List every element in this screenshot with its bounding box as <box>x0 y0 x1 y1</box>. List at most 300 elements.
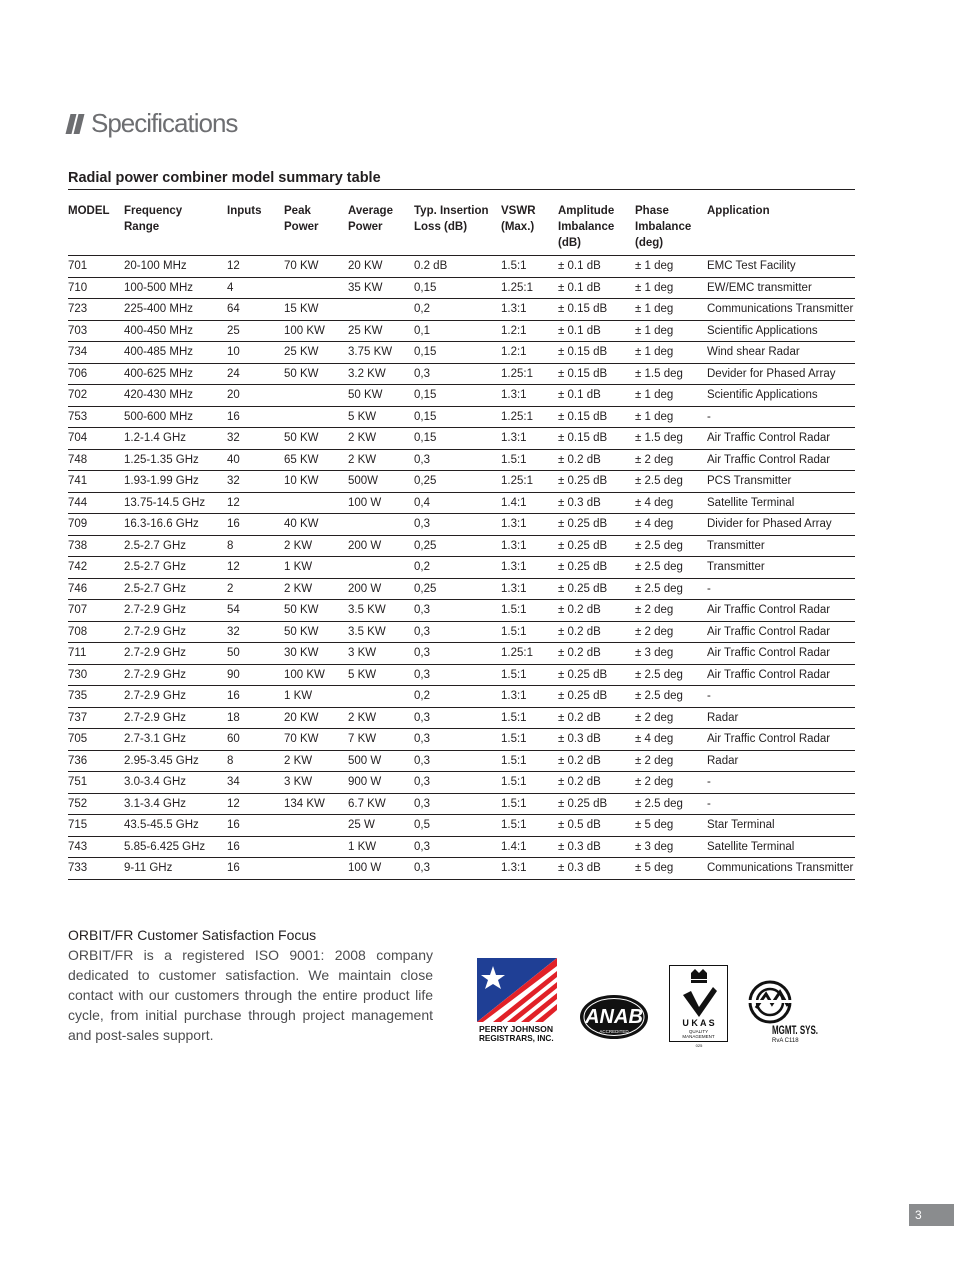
column-header-line: (Max.) <box>501 221 535 233</box>
table-cell: ± 2.5 deg <box>635 686 707 708</box>
table-header-row <box>68 201 855 256</box>
table-cell: ± 0.2 dB <box>558 449 635 471</box>
table-cell: 0,3 <box>414 729 501 751</box>
table-cell: ± 0.2 dB <box>558 643 635 665</box>
spec-table <box>68 201 855 880</box>
table-cell: ± 0.3 dB <box>558 858 635 880</box>
pj-line1: PERRY JOHNSON <box>479 1024 554 1034</box>
table-cell: 500W <box>348 471 414 493</box>
table-cell: 736 <box>68 750 124 772</box>
table-cell: ± 1 deg <box>635 277 707 299</box>
table-cell: ± 2.5 deg <box>635 664 707 686</box>
table-cell: 32 <box>227 428 284 450</box>
table-cell <box>284 492 348 514</box>
table-row <box>68 858 855 880</box>
table-cell: 741 <box>68 471 124 493</box>
table-cell: 3.5 KW <box>348 600 414 622</box>
rva-mark: MGMT. SYS. <box>772 1023 818 1037</box>
table-cell: 0,3 <box>414 363 501 385</box>
column-header-line: (deg) <box>635 237 664 249</box>
table-cell: 4 <box>227 277 284 299</box>
table-cell: ± 4 deg <box>635 492 707 514</box>
table-row <box>68 664 855 686</box>
table-cell: 1.3:1 <box>501 428 558 450</box>
table-cell: ± 0.25 dB <box>558 578 635 600</box>
table-cell: 1.25-1.35 GHz <box>124 449 227 471</box>
table-row <box>68 707 855 729</box>
table-cell: 734 <box>68 342 124 364</box>
table-cell: 25 KW <box>348 320 414 342</box>
table-cell: 12 <box>227 256 284 278</box>
table-cell: Divider for Phased Array <box>707 514 855 536</box>
column-header <box>501 201 558 256</box>
table-cell: 90 <box>227 664 284 686</box>
table-cell <box>284 815 348 837</box>
page-title-block <box>68 108 237 139</box>
table-cell: 10 KW <box>284 471 348 493</box>
table-cell: ± 1.5 deg <box>635 428 707 450</box>
table-row <box>68 514 855 536</box>
table-cell: 2 <box>227 578 284 600</box>
table-cell: 2 KW <box>284 750 348 772</box>
table-cell: 8 <box>227 535 284 557</box>
table-cell: Radar <box>707 750 855 772</box>
table-cell: 2.7-2.9 GHz <box>124 643 227 665</box>
table-cell: 1.5:1 <box>501 729 558 751</box>
table-cell: 100-500 MHz <box>124 277 227 299</box>
table-cell: 16 <box>227 858 284 880</box>
table-cell: ± 0.1 dB <box>558 277 635 299</box>
column-header-line: Loss (dB) <box>414 221 468 233</box>
table-cell: 5 KW <box>348 664 414 686</box>
table-row <box>68 342 855 364</box>
table-cell: 1.3:1 <box>501 514 558 536</box>
table-cell: 735 <box>68 686 124 708</box>
table-cell: ± 2 deg <box>635 750 707 772</box>
column-header-line: Peak <box>284 205 311 217</box>
table-cell: Air Traffic Control Radar <box>707 643 855 665</box>
table-cell: 2.7-2.9 GHz <box>124 664 227 686</box>
table-cell: 737 <box>68 707 124 729</box>
table-row <box>68 793 855 815</box>
table-cell: 50 KW <box>284 363 348 385</box>
column-header-line: Average <box>348 205 393 217</box>
table-cell: 2.7-3.1 GHz <box>124 729 227 751</box>
table-cell <box>284 836 348 858</box>
table-cell: 730 <box>68 664 124 686</box>
table-cell: 2.7-2.9 GHz <box>124 686 227 708</box>
table-title: Radial power combiner model summary table <box>68 170 855 190</box>
table-cell: 1.25:1 <box>501 406 558 428</box>
table-cell: 723 <box>68 299 124 321</box>
table-cell: 400-625 MHz <box>124 363 227 385</box>
table-cell: 16 <box>227 815 284 837</box>
table-cell: 0,25 <box>414 535 501 557</box>
table-cell: 0,3 <box>414 707 501 729</box>
rva-code: RvA C118 <box>772 1038 799 1044</box>
table-cell: Star Terminal <box>707 815 855 837</box>
table-cell: 0,3 <box>414 449 501 471</box>
column-header-line: Power <box>284 221 319 233</box>
table-cell <box>348 686 414 708</box>
table-cell: 1.3:1 <box>501 535 558 557</box>
table-cell: 2.95-3.45 GHz <box>124 750 227 772</box>
table-cell: 752 <box>68 793 124 815</box>
table-cell: Air Traffic Control Radar <box>707 729 855 751</box>
table-cell: ± 2.5 deg <box>635 578 707 600</box>
table-cell: 2.5-2.7 GHz <box>124 578 227 600</box>
table-row <box>68 772 855 794</box>
table-cell: 0,3 <box>414 772 501 794</box>
table-cell: Air Traffic Control Radar <box>707 600 855 622</box>
table-cell: 50 KW <box>348 385 414 407</box>
table-cell: EMC Test Facility <box>707 256 855 278</box>
table-cell: 708 <box>68 621 124 643</box>
table-cell: 1.25:1 <box>501 277 558 299</box>
table-cell: 1.3:1 <box>501 299 558 321</box>
ukas-name: U K A S <box>682 1018 715 1028</box>
table-cell: 1.5:1 <box>501 815 558 837</box>
column-header <box>124 201 227 256</box>
table-cell: Satellite Terminal <box>707 836 855 858</box>
table-cell: 5.85-6.425 GHz <box>124 836 227 858</box>
column-header-line: Typ. Insertion <box>414 205 489 217</box>
table-cell: 20-100 MHz <box>124 256 227 278</box>
table-cell: 1.2:1 <box>501 320 558 342</box>
table-cell: 70 KW <box>284 256 348 278</box>
table-cell: ± 5 deg <box>635 815 707 837</box>
column-header <box>707 201 855 256</box>
table-cell: 2.5-2.7 GHz <box>124 535 227 557</box>
table-cell: Air Traffic Control Radar <box>707 621 855 643</box>
table-cell: 40 <box>227 449 284 471</box>
table-cell: ± 0.15 dB <box>558 428 635 450</box>
table-cell: 1.3:1 <box>501 385 558 407</box>
table-cell: 2.7-2.9 GHz <box>124 600 227 622</box>
table-row <box>68 836 855 858</box>
table-cell: 2 KW <box>348 449 414 471</box>
table-cell: 134 KW <box>284 793 348 815</box>
table-cell: 50 KW <box>284 621 348 643</box>
table-cell: 751 <box>68 772 124 794</box>
table-cell: 18 <box>227 707 284 729</box>
table-cell: ± 1 deg <box>635 406 707 428</box>
table-cell: ± 0.2 dB <box>558 750 635 772</box>
table-cell: 0,15 <box>414 342 501 364</box>
perry-johnson-logo <box>477 958 557 1044</box>
table-cell: ± 0.1 dB <box>558 385 635 407</box>
table-row <box>68 385 855 407</box>
table-cell <box>348 514 414 536</box>
table-cell: 706 <box>68 363 124 385</box>
table-cell: 0,4 <box>414 492 501 514</box>
column-header-line: MODEL <box>68 205 110 217</box>
table-cell: 1.3:1 <box>501 858 558 880</box>
table-cell: ± 0.2 dB <box>558 772 635 794</box>
table-row <box>68 535 855 557</box>
focus-title: ORBIT/FR Customer Satisfaction Focus <box>68 927 317 943</box>
table-cell: 3 KW <box>284 772 348 794</box>
page-number: 3 <box>909 1204 954 1226</box>
table-cell: 1.25:1 <box>501 643 558 665</box>
table-row <box>68 621 855 643</box>
anab-sub: ACCREDITED <box>599 1029 629 1034</box>
table-cell: 12 <box>227 557 284 579</box>
table-cell: 6.7 KW <box>348 793 414 815</box>
table-cell: 3 KW <box>348 643 414 665</box>
table-row <box>68 578 855 600</box>
column-header <box>68 201 124 256</box>
table-cell: ± 2.5 deg <box>635 557 707 579</box>
table-cell <box>348 299 414 321</box>
table-cell: 742 <box>68 557 124 579</box>
table-cell: ± 0.15 dB <box>558 406 635 428</box>
table-cell: 0,3 <box>414 600 501 622</box>
table-cell: 1 KW <box>284 686 348 708</box>
table-cell: ± 5 deg <box>635 858 707 880</box>
table-cell: 1.5:1 <box>501 772 558 794</box>
table-cell: ± 2 deg <box>635 600 707 622</box>
table-cell <box>284 277 348 299</box>
table-cell: 420-430 MHz <box>124 385 227 407</box>
table-cell: Satellite Terminal <box>707 492 855 514</box>
table-cell: ± 1 deg <box>635 256 707 278</box>
table-cell: ± 0.25 dB <box>558 686 635 708</box>
table-cell: ± 2.5 deg <box>635 471 707 493</box>
table-cell: 709 <box>68 514 124 536</box>
table-cell: 748 <box>68 449 124 471</box>
table-cell: 2.5-2.7 GHz <box>124 557 227 579</box>
table-cell: 0,3 <box>414 664 501 686</box>
table-cell: EW/EMC transmitter <box>707 277 855 299</box>
table-cell: 0,15 <box>414 428 501 450</box>
table-row <box>68 729 855 751</box>
table-cell: 1.25:1 <box>501 471 558 493</box>
table-cell: 16.3-16.6 GHz <box>124 514 227 536</box>
anab-text: ANAB <box>585 1006 643 1028</box>
table-cell: 20 KW <box>284 707 348 729</box>
table-cell: 65 KW <box>284 449 348 471</box>
table-cell: 200 W <box>348 578 414 600</box>
column-header-line: Inputs <box>227 205 262 217</box>
table-cell: 12 <box>227 793 284 815</box>
table-cell: 20 <box>227 385 284 407</box>
table-cell: Air Traffic Control Radar <box>707 664 855 686</box>
table-row <box>68 256 855 278</box>
table-cell: 25 <box>227 320 284 342</box>
table-row <box>68 449 855 471</box>
table-cell: 0,2 <box>414 686 501 708</box>
table-cell: 54 <box>227 600 284 622</box>
table-cell: 64 <box>227 299 284 321</box>
table-cell: 0,3 <box>414 793 501 815</box>
table-cell: 1.5:1 <box>501 600 558 622</box>
table-cell: ± 2.5 deg <box>635 535 707 557</box>
table-row <box>68 299 855 321</box>
page-title: Specifications <box>91 108 238 138</box>
table-cell: Transmitter <box>707 557 855 579</box>
table-cell: ± 1 deg <box>635 320 707 342</box>
table-cell: 100 W <box>348 492 414 514</box>
column-header-line: VSWR <box>501 205 536 217</box>
table-cell: 25 KW <box>284 342 348 364</box>
table-cell: ± 0.25 dB <box>558 535 635 557</box>
focus-body: ORBIT/FR is a registered ISO 9001: 2008 company dedicated to customer satisfaction. We maintain close contact with our customers through the entire product life cycle, from initial purchase through project management and post-sales support. <box>68 947 433 1043</box>
column-header <box>558 201 635 256</box>
table-cell: 200 W <box>348 535 414 557</box>
column-header-line: Frequency <box>124 205 183 217</box>
table-row <box>68 320 855 342</box>
table-cell: ± 0.25 dB <box>558 514 635 536</box>
table-cell: ± 0.2 dB <box>558 600 635 622</box>
table-row <box>68 686 855 708</box>
table-cell: ± 0.25 dB <box>558 557 635 579</box>
column-header-line: Phase <box>635 205 669 217</box>
table-cell: 5 KW <box>348 406 414 428</box>
table-cell: 753 <box>68 406 124 428</box>
table-cell: 3.0-3.4 GHz <box>124 772 227 794</box>
table-cell: ± 1 deg <box>635 342 707 364</box>
rva-logo <box>746 978 822 1044</box>
table-cell: 715 <box>68 815 124 837</box>
table-cell: ± 0.15 dB <box>558 363 635 385</box>
table-cell <box>284 406 348 428</box>
column-header <box>635 201 707 256</box>
table-cell: 32 <box>227 621 284 643</box>
table-cell: 3.2 KW <box>348 363 414 385</box>
table-cell: - <box>707 578 855 600</box>
table-cell <box>284 385 348 407</box>
table-cell: 2 KW <box>284 535 348 557</box>
table-cell: - <box>707 686 855 708</box>
table-cell: 0,3 <box>414 750 501 772</box>
table-cell: 900 W <box>348 772 414 794</box>
table-cell: 2.7-2.9 GHz <box>124 621 227 643</box>
title-slash-icon <box>68 112 84 136</box>
table-cell: 1.5:1 <box>501 707 558 729</box>
table-cell: 225-400 MHz <box>124 299 227 321</box>
table-cell: 1.3:1 <box>501 578 558 600</box>
table-cell: 20 KW <box>348 256 414 278</box>
table-cell: 500 W <box>348 750 414 772</box>
table-cell: 1.5:1 <box>501 449 558 471</box>
table-cell: ± 0.25 dB <box>558 664 635 686</box>
table-cell: 1.4:1 <box>501 492 558 514</box>
table-cell: 16 <box>227 836 284 858</box>
column-header-line: Application <box>707 205 770 217</box>
table-cell: 60 <box>227 729 284 751</box>
table-cell: ± 0.1 dB <box>558 256 635 278</box>
ukas-num: 025 <box>695 1043 703 1048</box>
table-cell: Wind shear Radar <box>707 342 855 364</box>
table-cell: ± 1 deg <box>635 299 707 321</box>
table-cell: 16 <box>227 514 284 536</box>
table-cell: ± 3 deg <box>635 643 707 665</box>
table-cell: ± 0.3 dB <box>558 729 635 751</box>
table-cell: Devider for Phased Array <box>707 363 855 385</box>
table-cell: 1.5:1 <box>501 664 558 686</box>
table-cell: 1.3:1 <box>501 686 558 708</box>
table-cell: 701 <box>68 256 124 278</box>
table-cell: 1 KW <box>348 836 414 858</box>
column-header-line: Range <box>124 221 160 233</box>
table-cell: ± 4 deg <box>635 514 707 536</box>
table-cell: 13.75-14.5 GHz <box>124 492 227 514</box>
column-header-line: Imbalance <box>558 221 615 233</box>
table-cell: 50 KW <box>284 428 348 450</box>
table-cell: 50 KW <box>284 600 348 622</box>
table-cell: 16 <box>227 686 284 708</box>
table-cell: 40 KW <box>284 514 348 536</box>
table-cell: 744 <box>68 492 124 514</box>
table-cell: 0,5 <box>414 815 501 837</box>
column-header <box>284 201 348 256</box>
table-cell: - <box>707 793 855 815</box>
table-cell: ± 0.25 dB <box>558 793 635 815</box>
table-cell: 400-485 MHz <box>124 342 227 364</box>
table-row <box>68 471 855 493</box>
table-cell: 7 KW <box>348 729 414 751</box>
table-row <box>68 492 855 514</box>
table-cell: - <box>707 772 855 794</box>
ukas-line1: QUALITY <box>688 1029 709 1034</box>
table-cell: 0,15 <box>414 277 501 299</box>
column-header <box>348 201 414 256</box>
table-row <box>68 428 855 450</box>
table-cell: 3.75 KW <box>348 342 414 364</box>
table-cell: 0,3 <box>414 836 501 858</box>
table-row <box>68 406 855 428</box>
table-cell: 12 <box>227 492 284 514</box>
table-cell: ± 0.1 dB <box>558 320 635 342</box>
table-cell: ± 2 deg <box>635 621 707 643</box>
table-cell: 710 <box>68 277 124 299</box>
table-cell: 500-600 MHz <box>124 406 227 428</box>
table-cell: 2 KW <box>284 578 348 600</box>
table-row <box>68 750 855 772</box>
table-cell: 2 KW <box>348 707 414 729</box>
table-cell: 1.2-1.4 GHz <box>124 428 227 450</box>
table-cell <box>348 557 414 579</box>
table-cell: 705 <box>68 729 124 751</box>
table-cell: ± 3 deg <box>635 836 707 858</box>
table-cell: 3.5 KW <box>348 621 414 643</box>
table-row <box>68 557 855 579</box>
table-row <box>68 815 855 837</box>
table-cell: 400-450 MHz <box>124 320 227 342</box>
table-cell: - <box>707 406 855 428</box>
table-cell: 24 <box>227 363 284 385</box>
table-cell: 100 W <box>348 858 414 880</box>
table-cell: 16 <box>227 406 284 428</box>
table-cell: 0,3 <box>414 514 501 536</box>
table-cell: ± 0.25 dB <box>558 471 635 493</box>
column-header <box>227 201 284 256</box>
table-cell: Radar <box>707 707 855 729</box>
table-cell: 34 <box>227 772 284 794</box>
table-cell: 25 W <box>348 815 414 837</box>
table-row <box>68 277 855 299</box>
table-cell: ± 4 deg <box>635 729 707 751</box>
table-cell: ± 0.15 dB <box>558 299 635 321</box>
column-header-line: (dB) <box>558 237 581 249</box>
table-cell: 3.1-3.4 GHz <box>124 793 227 815</box>
table-cell: 738 <box>68 535 124 557</box>
table-cell: Scientific Applications <box>707 320 855 342</box>
table-cell: Scientific Applications <box>707 385 855 407</box>
table-cell: 43.5-45.5 GHz <box>124 815 227 837</box>
table-cell: 32 <box>227 471 284 493</box>
